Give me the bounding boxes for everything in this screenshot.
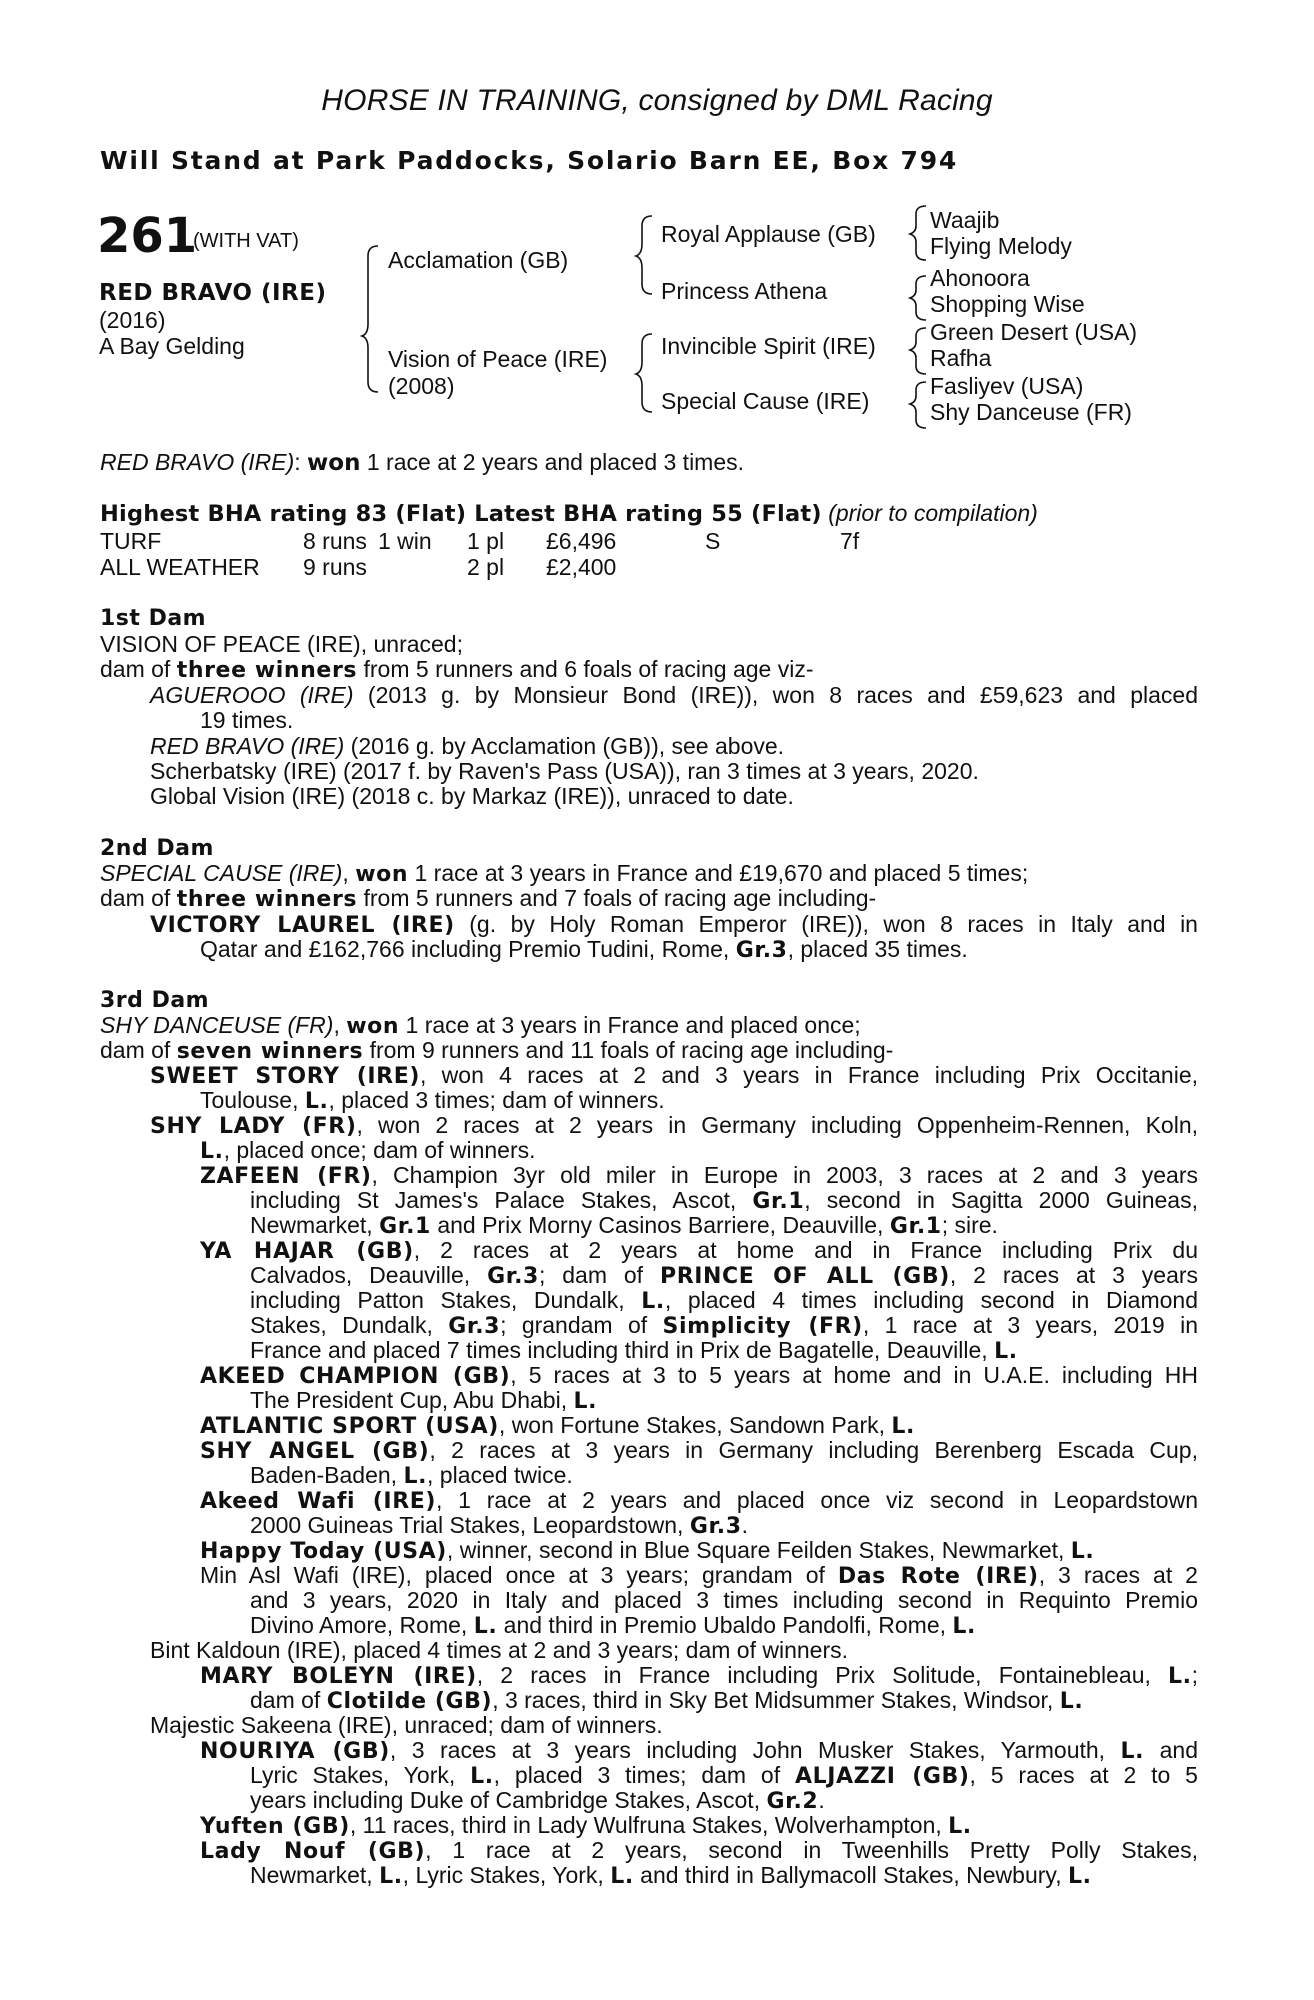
lot-vat: (WITH VAT) xyxy=(193,230,299,252)
record-turf-going: S xyxy=(705,528,721,554)
pedigree-g5: Green Desert (USA) xyxy=(930,319,1138,345)
produce-nouriya: NOURIYA (GB), 3 races at 3 years including John Musker Stakes, Yarmouth, L. and xyxy=(200,1737,1198,1764)
produce-mary-boleyn: MARY BOLEYN (IRE), 2 races in France including Prix Solitude, Fontainebleau, L.; xyxy=(200,1662,1199,1689)
horse-description: A Bay Gelding xyxy=(99,333,245,359)
record-turf-surface: TURF xyxy=(100,528,162,554)
pedigree-sire-sire: Royal Applause (GB) xyxy=(661,221,876,247)
pedigree-dam-sire: Invincible Spirit (IRE) xyxy=(661,333,876,359)
second-dam-produce-summary: dam of three winners from 5 runners and 7 foals of racing age including- xyxy=(100,885,877,912)
pedigree-sire-dam: Princess Athena xyxy=(661,278,828,304)
second-dam-line: SPECIAL CAUSE (IRE), won 1 race at 3 years in France and £19,670 and placed 5 times; xyxy=(100,860,1029,887)
pedigree-dam: Vision of Peace (IRE) xyxy=(388,346,608,372)
pedigree-g4: Shopping Wise xyxy=(930,291,1085,317)
produce-ya-hajar: YA HAJAR (GB), 2 races at 2 years at home and in France including Prix du xyxy=(200,1237,1199,1264)
produce-min-asl-wafi-cont-2: Divino Amore, Rome, L. and third in Premio Ubaldo Pandolfi, Rome, L. xyxy=(250,1612,976,1639)
record-turf-runs: 8 runs xyxy=(303,528,367,554)
record-aw-prize: £2,400 xyxy=(546,554,617,580)
produce-ya-hajar-cont-4: France and placed 7 times including third in Prix de Bagatelle, Deauville, L. xyxy=(250,1337,1018,1364)
produce-yuften: Yuften (GB), 11 races, third in Lady Wulfruna Stakes, Wolverhampton, L. xyxy=(200,1812,972,1839)
second-dam-foal-1-cont: Qatar and £162,766 including Premio Tudini, Rome, Gr.3, placed 35 times. xyxy=(200,936,968,963)
produce-zafeen-cont-1: including St James's Palace Stakes, Ascot, Gr.1, second in Sagitta 2000 Guineas, xyxy=(250,1187,1198,1214)
produce-lady-nouf: Lady Nouf (GB), 1 race at 2 years, second in Tweenhills Pretty Polly Stakes, xyxy=(200,1837,1198,1864)
record-aw-places: 2 pl xyxy=(467,554,505,580)
produce-akeed-champion: AKEED CHAMPION (GB), 5 races at 3 to 5 years at home and in U.A.E. including HH xyxy=(200,1362,1198,1389)
produce-akeed-wafi: Akeed Wafi (IRE), 1 race at 2 years and placed once viz second in Leopardstown xyxy=(200,1487,1199,1514)
pedigree-g3: Ahonoora xyxy=(930,265,1030,291)
record-turf-prize: £6,496 xyxy=(546,528,617,554)
produce-sweet-story-cont: Toulouse, L., placed 3 times; dam of winners. xyxy=(200,1087,665,1114)
pedigree-g1: Waajib xyxy=(930,207,1000,233)
bha-rating: Highest BHA rating 83 (Flat) Latest BHA rating 55 (Flat) (prior to compilation) xyxy=(100,500,1038,527)
second-dam-foal-1: VICTORY LAUREL (IRE) (g. by Holy Roman Emperor (IRE)), won 8 races in Italy and in xyxy=(150,911,1198,938)
produce-ya-hajar-cont-3: Stakes, Dundalk, Gr.3; grandam of Simplicity (FR), 1 race at 3 years, 2019 in xyxy=(250,1312,1198,1339)
first-dam-produce-summary: dam of three winners from 5 runners and 6 foals of racing age viz- xyxy=(100,656,814,683)
produce-atlantic-sport: ATLANTIC SPORT (USA), won Fortune Stakes, Sandown Park, L. xyxy=(200,1412,915,1439)
produce-mary-boleyn-cont: dam of Clotilde (GB), 3 races, third in Sky Bet Midsummer Stakes, Windsor, L. xyxy=(250,1687,1084,1714)
produce-akeed-champion-cont: The President Cup, Abu Dhabi, L. xyxy=(250,1387,598,1414)
stand-location: Will Stand at Park Paddocks, Solario Barn EE, Box 794 xyxy=(100,146,959,175)
produce-shy-lady-cont: L., placed once; dam of winners. xyxy=(200,1137,536,1164)
first-dam-foal-2: RED BRAVO (IRE) (2016 g. by Acclamation (GB)), see above. xyxy=(150,733,785,759)
pedigree-g8: Shy Danceuse (FR) xyxy=(930,399,1132,425)
produce-happy-today: Happy Today (USA), winner, second in Blue Square Feilden Stakes, Newmarket, L. xyxy=(200,1537,1095,1564)
produce-majestic-sakeena: Majestic Sakeena (IRE), unraced; dam of winners. xyxy=(150,1712,663,1738)
produce-min-asl-wafi-cont-1: and 3 years, 2020 in Italy and placed 3 times including second in Requinto Premio xyxy=(250,1587,1198,1613)
produce-nouriya-cont-2: years including Duke of Cambridge Stakes, Ascot, Gr.2. xyxy=(250,1787,825,1814)
record-turf-distance: 7f xyxy=(840,528,860,554)
record-aw-surface: ALL WEATHER xyxy=(100,554,260,580)
third-dam-line: SHY DANCEUSE (FR), won 1 race at 3 years in France and placed once; xyxy=(100,1012,861,1039)
race-summary: RED BRAVO (IRE): won 1 race at 2 years and placed 3 times. xyxy=(100,449,745,476)
pedigree-brackets xyxy=(0,0,1314,440)
lot-number: 261 xyxy=(97,208,198,264)
produce-shy-lady: SHY LADY (FR), won 2 races at 2 years in Germany including Oppenheim-Rennen, Koln, xyxy=(150,1112,1199,1139)
first-dam-foal-3: Scherbatsky (IRE) (2017 f. by Raven's Pass (USA)), ran 3 times at 3 years, 2020. xyxy=(150,758,979,784)
produce-sweet-story: SWEET STORY (IRE), won 4 races at 2 and 3 years in France including Prix Occitanie, xyxy=(150,1062,1198,1089)
third-dam-heading: 3rd Dam xyxy=(100,988,210,1013)
second-dam-heading: 2nd Dam xyxy=(100,836,214,861)
first-dam-line: VISION OF PEACE (IRE), unraced; xyxy=(100,631,463,657)
record-turf-wins: 1 win xyxy=(378,528,432,554)
produce-ya-hajar-cont-2: including Patton Stakes, Dundalk, L., placed 4 times including second in Diamond xyxy=(250,1287,1198,1314)
first-dam-heading: 1st Dam xyxy=(100,606,207,631)
first-dam-foal-1-cont: 19 times. xyxy=(200,707,294,733)
pedigree-g2: Flying Melody xyxy=(930,233,1072,259)
produce-min-asl-wafi: Min Asl Wafi (IRE), placed once at 3 years; grandam of Das Rote (IRE), 3 races at 2 xyxy=(200,1562,1198,1589)
produce-zafeen-cont-2: Newmarket, Gr.1 and Prix Morny Casinos Barriere, Deauville, Gr.1; sire. xyxy=(250,1212,998,1239)
pedigree-g6: Rafha xyxy=(930,345,992,371)
produce-nouriya-cont-1: Lyric Stakes, York, L., placed 3 times; dam of ALJAZZI (GB), 5 races at 2 to 5 xyxy=(250,1762,1198,1789)
record-turf-places: 1 pl xyxy=(467,528,505,554)
first-dam-foal-1: AGUEROOO (IRE) (2013 g. by Monsieur Bond (IRE)), won 8 races and £59,623 and placed xyxy=(150,682,1198,708)
produce-ya-hajar-cont-1: Calvados, Deauville, Gr.3; dam of PRINCE OF ALL (GB), 2 races at 3 years xyxy=(250,1262,1199,1289)
first-dam-foal-4: Global Vision (IRE) (2018 c. by Markaz (IRE)), unraced to date. xyxy=(150,783,794,809)
produce-shy-angel-cont: Baden-Baden, L., placed twice. xyxy=(250,1462,573,1489)
horse-foaling-year: (2016) xyxy=(99,307,166,333)
pedigree-dam-year: (2008) xyxy=(388,373,455,399)
third-dam-produce-summary: dam of seven winners from 9 runners and 11 foals of racing age including- xyxy=(100,1037,894,1064)
produce-lady-nouf-cont: Newmarket, L., Lyric Stakes, York, L. and third in Ballymacoll Stakes, Newbury, L. xyxy=(250,1862,1092,1889)
produce-akeed-wafi-cont: 2000 Guineas Trial Stakes, Leopardstown, Gr.3. xyxy=(250,1512,749,1539)
pedigree-g7: Fasliyev (USA) xyxy=(930,373,1084,399)
horse-name: RED BRAVO (IRE) xyxy=(99,280,327,306)
pedigree-sire: Acclamation (GB) xyxy=(388,247,569,273)
produce-shy-angel: SHY ANGEL (GB), 2 races at 3 years in Germany including Berenberg Escada Cup, xyxy=(200,1437,1198,1464)
record-aw-runs: 9 runs xyxy=(303,554,367,580)
produce-zafeen: ZAFEEN (FR), Champion 3yr old miler in Europe in 2003, 3 races at 2 and 3 years xyxy=(200,1162,1198,1189)
pedigree-dam-dam: Special Cause (IRE) xyxy=(661,388,870,414)
consignment-line: HORSE IN TRAINING, consigned by DML Racing xyxy=(321,84,993,117)
produce-bint-kaldoun: Bint Kaldoun (IRE), placed 4 times at 2 and 3 years; dam of winners. xyxy=(150,1637,849,1663)
